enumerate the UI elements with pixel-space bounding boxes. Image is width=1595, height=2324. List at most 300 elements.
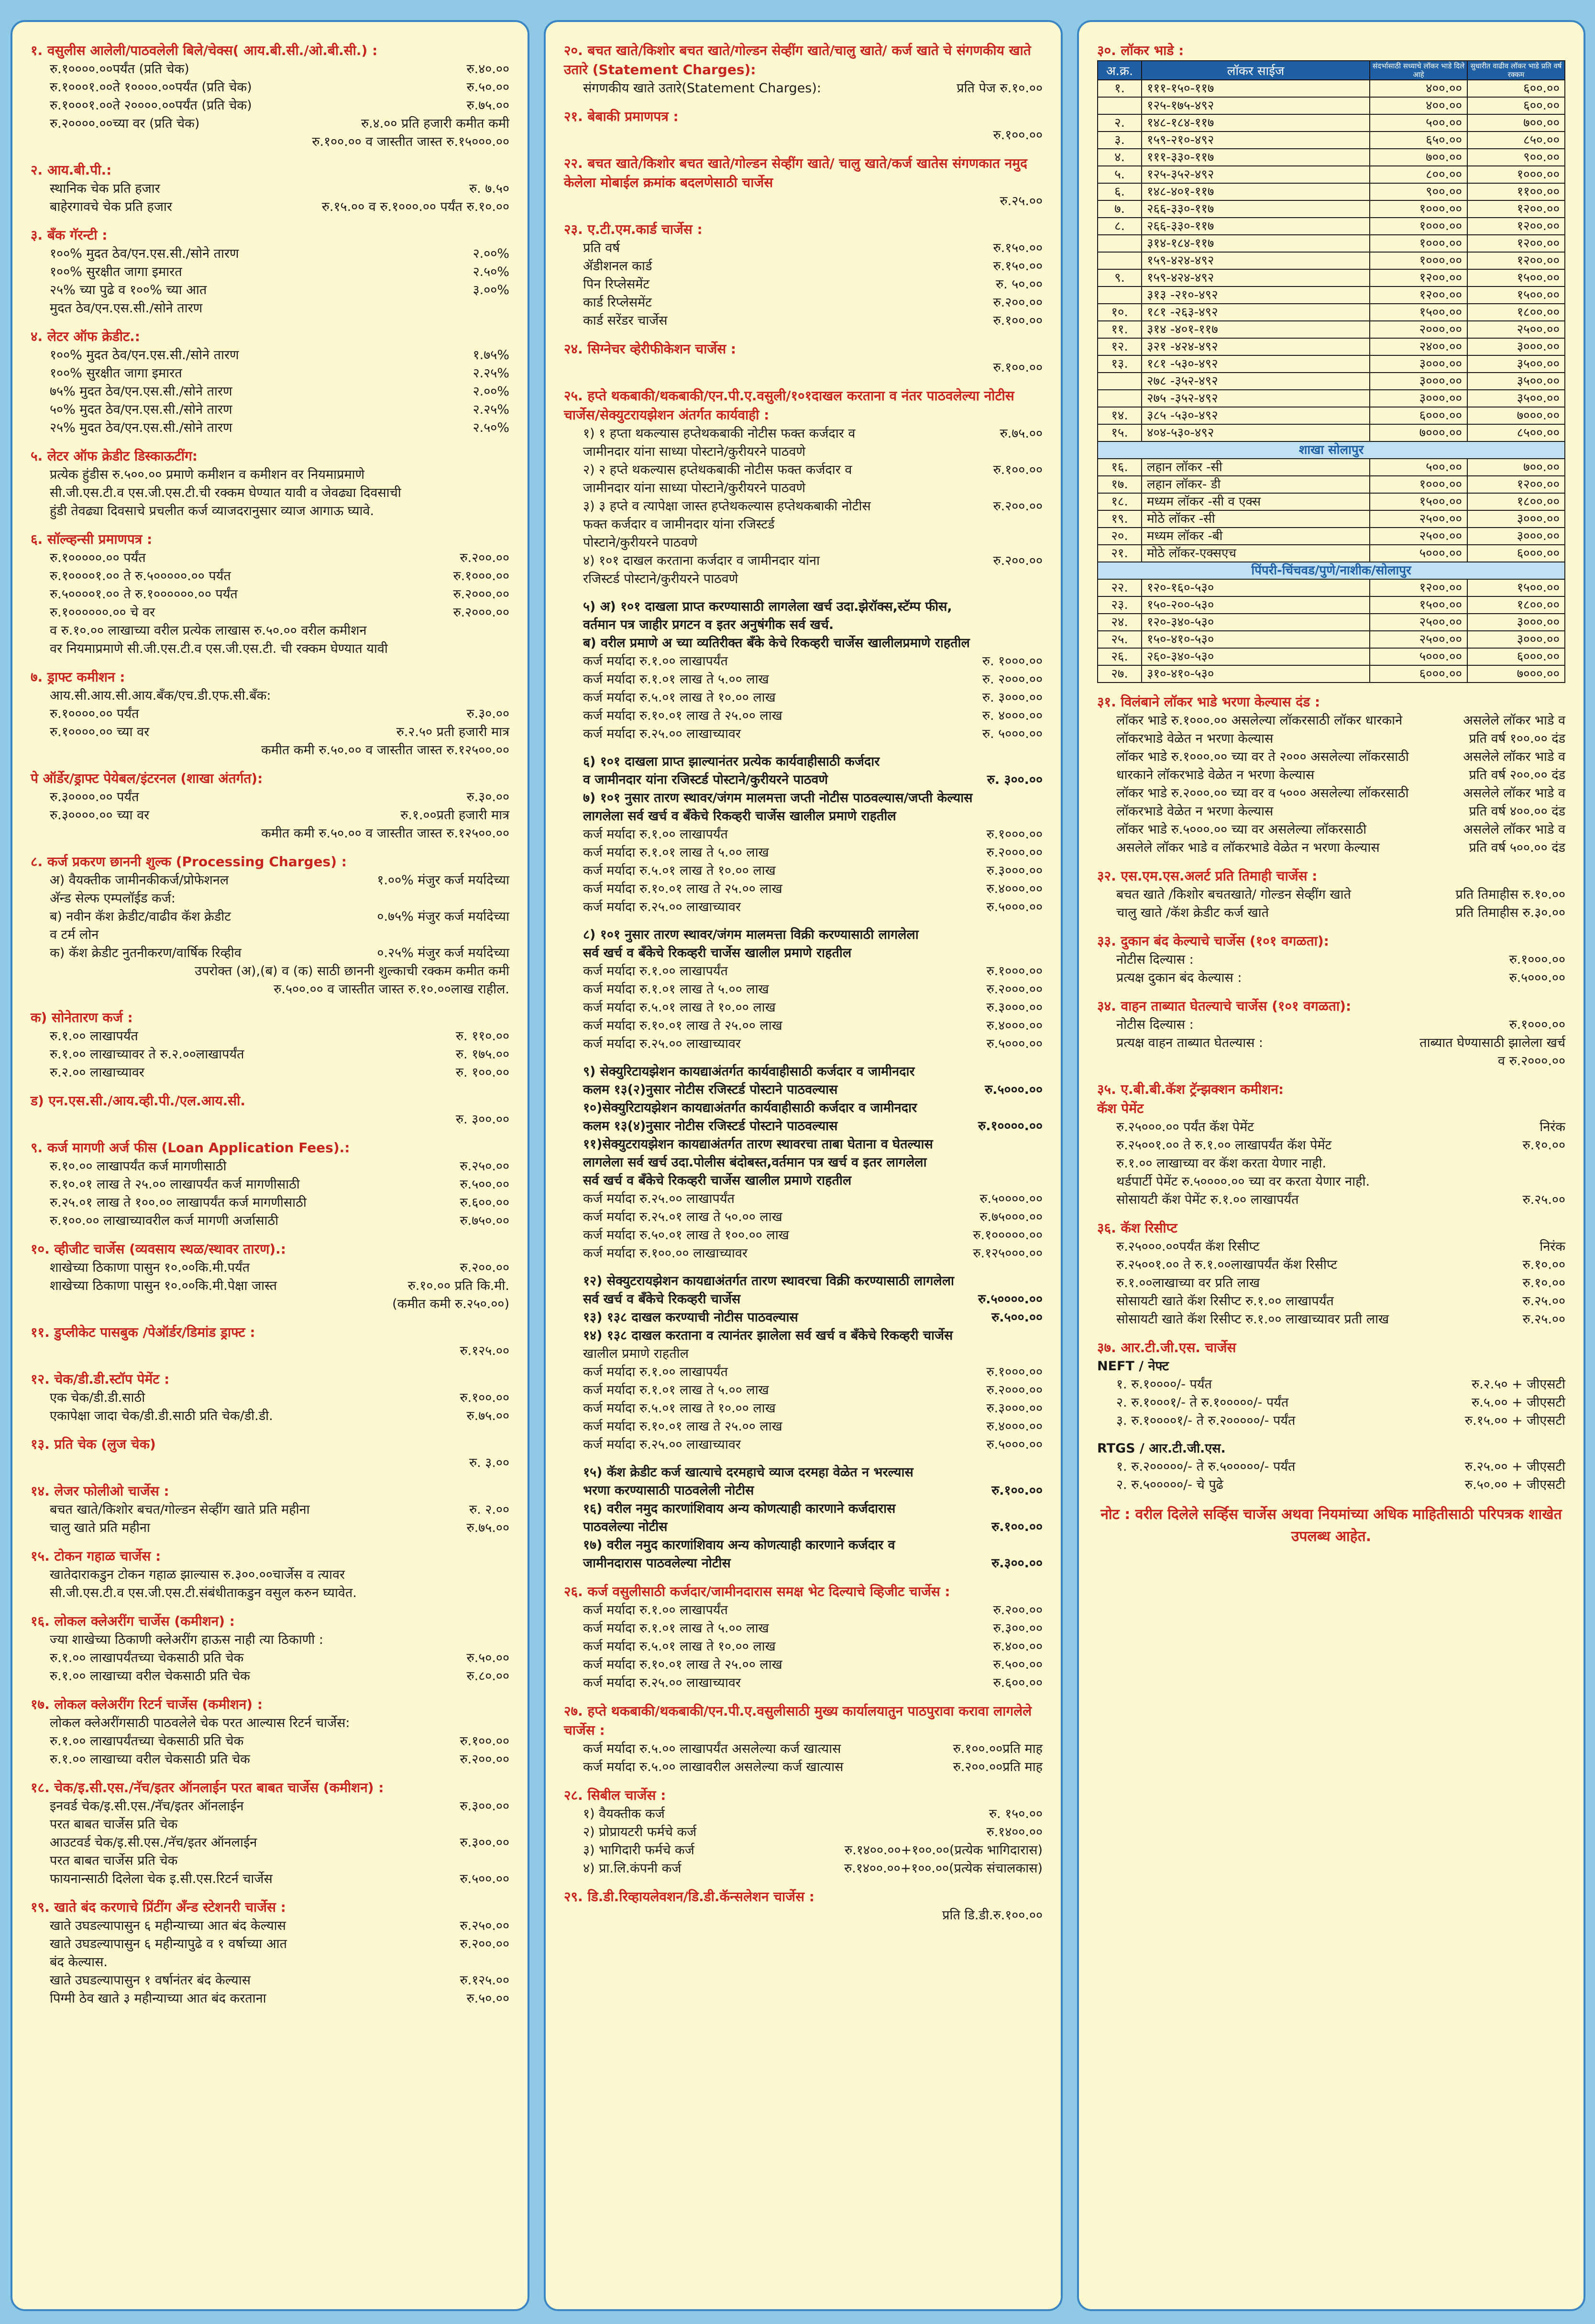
locker-size: १५०-२००-५३०	[1142, 596, 1370, 614]
charge-section	[564, 753, 1043, 916]
charge-row	[564, 294, 1043, 312]
charge-label: २) प्रोप्रायटरी फर्मचे कर्ज	[583, 1825, 697, 1839]
locker-no: २१.	[1098, 545, 1142, 562]
locker-no: २७.	[1098, 665, 1142, 683]
column-left	[11, 20, 529, 2311]
charge-label: रु.५००००१.०० ते रु.१००००००.०० पर्यंत	[50, 587, 238, 602]
charge-value: रु.२५०.००	[460, 1159, 509, 1174]
charge-value: निरंक	[1540, 1120, 1565, 1134]
section-title: २४. सिग्नेचर व्हेरीफीकेशन चार्जेस :	[564, 341, 737, 357]
charge-value: रु. ३००.००	[987, 772, 1043, 787]
charge-label: सर्व खर्च व बँकेचे रिकव्हरी चार्जेस खालील प्रमाणे राहतील	[583, 946, 852, 960]
locker-revised-rent: १२००.००	[1467, 218, 1565, 235]
charge-row	[31, 705, 509, 723]
charge-value: रु.१५.०० + जीएसटी	[1464, 1413, 1565, 1428]
charge-label: ब) वरील प्रमाणे अ च्या व्यतिरीक्त बँके केचे रिकव्हरी चार्जेस खालीलप्रमाणे राहतील	[583, 636, 970, 650]
charge-section	[31, 1138, 509, 1230]
charge-label	[583, 192, 1000, 210]
charge-value: ०.७५% मंजुर कर्ज मर्यादेच्या	[377, 909, 509, 924]
charge-value: रु.१२५०००.००	[973, 1246, 1043, 1261]
charge-row	[1097, 951, 1565, 969]
section-title: ८. कर्ज प्रकरण छाननी शुल्क (Processing Charges) :	[31, 854, 347, 870]
charge-label: कर्ज मर्यादा रु.१.०१ लाख ते ५.०० लाख	[583, 672, 769, 687]
charge-label: ४) प्रा.लि.कंपनी कर्ज	[583, 1861, 682, 1876]
charge-label: कर्ज मर्यादा रु.१.०१ लाख ते ५.०० लाख	[583, 845, 769, 860]
charge-row	[564, 1345, 1043, 1363]
locker-row	[1098, 218, 1565, 235]
charge-label: सोसायटी कॅश पेमेंट रु.१.०० लाखापर्यंत	[1116, 1192, 1299, 1207]
locker-row	[1098, 80, 1565, 97]
charge-label: १५) कॅश क्रेडीट कर्ज खात्याचे दरमहाचे व्याज दरमहा वेळेत न भरल्यास	[583, 1465, 913, 1480]
charge-value: रु.६००.००	[993, 1675, 1043, 1690]
charge-label	[583, 126, 993, 144]
locker-current-rent: १०००.००	[1370, 252, 1467, 269]
charge-value: रु.२०००.००	[986, 982, 1043, 997]
charge-row	[564, 1823, 1043, 1841]
charge-label: रु.१००००१.०० ते रु.५०००००.०० पर्यंत	[50, 569, 231, 584]
locker-revised-rent: १२००.००	[1467, 476, 1565, 493]
locker-row	[1098, 166, 1565, 183]
charge-row	[564, 1290, 1043, 1309]
charge-value: रु.५०.०० + जीएसटी	[1464, 1477, 1565, 1492]
section-title: क) सोनेतारण कर्ज :	[31, 1010, 133, 1025]
locker-current-rent: १०००.००	[1370, 200, 1467, 218]
locker-current-rent: ९००.००	[1370, 183, 1467, 200]
locker-current-rent: ४००.००	[1370, 97, 1467, 114]
charge-section	[564, 926, 1043, 1053]
charge-label: चालु खाते /कॅश क्रेडीट कर्ज खाते	[1116, 905, 1269, 920]
charge-row	[564, 192, 1043, 210]
charge-label: अ) वैयक्तीक जामीनकीकर्ज/प्रोफेशनल	[50, 873, 229, 888]
charge-label: कर्ज मर्यादा रु.५०.०१ लाख ते १००.०० लाख	[583, 1228, 789, 1243]
charge-label: ११)सेक्युटरायझेशन कायद्याअंतर्गत तारण स्थावरचा ताबा घेताना व घेतल्यास	[583, 1137, 933, 1152]
charge-label: कर्ज मर्यादा रु.१.०१ लाख ते ५.०० लाख	[583, 982, 769, 997]
section-title: ३१. विलंबाने लॉकर भाडे भरणा केल्यास दंड :	[1097, 694, 1320, 710]
charge-section	[1097, 693, 1565, 857]
locker-no	[1098, 286, 1142, 304]
section-title: २३. ए.टी.एम.कार्ड चार्जेस :	[564, 221, 703, 237]
charge-row	[564, 1554, 1043, 1573]
charge-row	[1097, 766, 1565, 784]
charge-value: रु.१५०.००	[993, 259, 1043, 274]
charge-row	[31, 604, 509, 622]
charge-label: कर्ज मर्यादा रु.१.०० लाखापर्यंत	[583, 654, 728, 669]
charge-row	[564, 671, 1043, 689]
locker-row	[1098, 545, 1565, 562]
locker-revised-rent: ३०००.००	[1467, 510, 1565, 528]
locker-current-rent: ८००.००	[1370, 166, 1467, 183]
charge-label: रु.१०००१.००ते १००००.००पर्यंत (प्रति चेक)	[50, 80, 252, 95]
charge-value: रु.२००.००	[460, 1752, 509, 1767]
locker-branch-label: शाखा सोलापुर	[1098, 441, 1565, 459]
locker-row	[1098, 665, 1565, 683]
charge-value: रु.२०००.००	[453, 587, 509, 602]
charge-label: रु.१००००००.०० चे वर	[50, 605, 155, 620]
charge-section	[31, 530, 509, 658]
charge-row	[31, 1852, 509, 1870]
charge-value: रु.१०.०० प्रति कि.मी.	[407, 1278, 509, 1293]
locker-branch-label: पिंपरी-चिंचवड/पुणे/नाशीक/सोलापुर	[1098, 562, 1565, 579]
locker-current-rent: ४००.००	[1370, 80, 1467, 97]
charge-value: २.००%	[473, 384, 509, 399]
locker-row	[1098, 424, 1565, 441]
charge-row	[1097, 1256, 1565, 1274]
charge-row	[564, 239, 1043, 257]
charge-label: फायनान्साठी दिलेला चेक इ.सी.एस.रिटर्न चार्जेस	[50, 1872, 273, 1886]
charge-value: रु.१०००.००	[986, 827, 1043, 842]
charge-row	[564, 1619, 1043, 1638]
locker-size: २७५ -३५२-४९२	[1142, 390, 1370, 407]
charge-section	[1097, 1219, 1565, 1329]
charge-label: असलेले लॉकर भाडे व लॉकरभाडे वेळेत न भरणा केल्यास	[1116, 840, 1380, 855]
locker-revised-rent: ३०००.००	[1467, 528, 1565, 545]
charge-label: ३. रु.१००००१/- ते रु.२०००००/- पर्यंत	[1116, 1413, 1296, 1428]
locker-size: मध्यम लॉकर -बी	[1142, 528, 1370, 545]
locker-size: १११-१५०-११७	[1142, 80, 1370, 97]
charge-row	[31, 890, 509, 908]
charge-value: रु.२००.००	[993, 499, 1043, 514]
charge-row	[564, 1674, 1043, 1692]
charge-row	[31, 1277, 509, 1295]
locker-size: ३१४ -४०१-११७	[1142, 321, 1370, 338]
charge-label	[583, 1906, 942, 1925]
charge-label: प्रत्यक्ष वाहन ताब्यात घेतल्यास :	[1116, 1035, 1264, 1050]
locker-header-current: संदर्भासाठी सध्याचे लॉकर भाडे दिले आहे	[1370, 61, 1467, 80]
locker-revised-rent: १८००.००	[1467, 493, 1565, 510]
charge-row	[564, 1399, 1043, 1418]
charge-value: रु.१००.००	[993, 128, 1043, 143]
charge-value: रु. १०००.००	[982, 654, 1043, 669]
charge-row	[31, 299, 509, 318]
charge-row	[31, 1732, 509, 1751]
charge-label: प्रति वर्ष	[583, 241, 620, 255]
charge-row	[564, 1099, 1043, 1117]
charge-value: रु.३००.००	[460, 1799, 509, 1814]
charge-value: रु.६००.००	[460, 1195, 509, 1210]
charge-label: रु.२.०० लाखाच्यावर	[50, 1065, 144, 1080]
charge-row	[564, 652, 1043, 671]
charge-label: १००% सुरक्षीत जागा इमारत	[50, 366, 182, 381]
charge-label: कर्ज मर्यादा रु.५.०१ लाख ते १०.०० लाख	[583, 1639, 776, 1654]
charge-row	[1097, 1173, 1565, 1191]
charge-row	[564, 1740, 1043, 1758]
charge-section	[31, 447, 509, 520]
column-middle	[544, 20, 1063, 2311]
charge-row	[31, 788, 509, 806]
charge-value: रु.१५.०० व रु.१०००.०० पर्यंत रु.१०.००	[321, 199, 509, 214]
locker-no: २.	[1098, 114, 1142, 132]
charge-label: कर्ज मर्यादा रु.२५.०० लाखाच्यावर	[583, 1036, 741, 1051]
locker-row	[1098, 631, 1565, 648]
charge-row	[564, 1860, 1043, 1878]
charge-label: ५) अ) १०१ दाखला प्राप्त करण्यासाठी लागलेला खर्च उदा.झेरॉक्स,स्टॅम्प फीस,	[583, 599, 952, 614]
charge-label: लॉकर भाडे रु.५०००.०० च्या वर असलेल्या लॉकरसाठी	[1116, 822, 1367, 837]
charge-value: रु.३०.००	[466, 706, 509, 721]
charge-section	[564, 1887, 1043, 1925]
charge-value: रु.२५.००	[1522, 1294, 1565, 1309]
locker-size: २६६-३३०-११७	[1142, 218, 1370, 235]
charge-row	[1097, 1155, 1565, 1173]
charge-value: रु.१५०.००	[993, 241, 1043, 255]
locker-no: ८.	[1098, 218, 1142, 235]
charge-row	[564, 944, 1043, 962]
locker-header-no: अ.क्र.	[1098, 61, 1142, 80]
charge-value: रु.२.५० + जीएसटी	[1471, 1377, 1565, 1392]
charge-row	[564, 962, 1043, 980]
charge-value: रु.७५.००	[1000, 426, 1043, 441]
charge-label: सोसायटी खाते कॅश रिसीप्ट रु.१.०० लाखापर्यंत	[1116, 1294, 1334, 1309]
charge-value: रु. ५०.००	[995, 277, 1043, 292]
charge-label: रु.२५००१.०० ते रु.१.०० लाखापर्यंत कॅश पेमेंट	[1116, 1138, 1332, 1153]
charge-value: रु.५००.००	[991, 1310, 1043, 1325]
charge-value: रु.५००.००	[460, 1177, 509, 1192]
charge-section	[1097, 1080, 1565, 1209]
charge-label: रु.२००००.००च्या वर (प्रति चेक)	[50, 116, 200, 131]
charge-label: पोस्टाने/कुरीयरने पाठवणे	[583, 535, 698, 550]
charge-value: १.७५%	[473, 348, 509, 363]
charge-row	[564, 1536, 1043, 1554]
section-title: ड) एन.एस.सी./आय.व्ही.पी./एल.आय.सी.	[31, 1093, 246, 1109]
charge-row	[564, 79, 1043, 98]
charge-label	[50, 962, 195, 980]
charge-row	[31, 1501, 509, 1519]
charge-row	[31, 1027, 509, 1046]
charge-value: २.००%	[473, 246, 509, 261]
charge-label: खाते उघडल्यापासुन ६ महीन्याच्या आत बंद केल्यास	[50, 1918, 286, 1933]
locker-row	[1098, 614, 1565, 631]
charge-value: असलेले लॉकर भाडे व	[1463, 822, 1565, 837]
charge-row	[31, 585, 509, 604]
charge-label: रु.१.०० लाखापर्यंतच्या चेकसाठी प्रति चेक	[50, 1734, 244, 1749]
charge-section	[31, 161, 509, 216]
charge-label: कर्ज मर्यादा रु.१.०० लाखापर्यंत	[583, 964, 728, 979]
charge-row	[564, 1135, 1043, 1154]
charge-label: ८) १०१ नुसार तारण स्थावर/जंगम मालमत्ता विक्री करण्यासाठी लागलेला	[583, 927, 919, 942]
charge-value: रु.२५.०० + जीएसटी	[1464, 1459, 1565, 1474]
section-subtitle: कॅश पेमेंट	[1097, 1101, 1144, 1116]
charge-row	[564, 126, 1043, 144]
charge-section	[31, 668, 509, 760]
charge-value: रु.१०००००.००	[973, 1228, 1043, 1243]
charge-row	[31, 980, 509, 999]
locker-no: २६.	[1098, 648, 1142, 665]
charge-value: रु.५००.००	[993, 1657, 1043, 1672]
locker-row	[1098, 407, 1565, 424]
charge-row	[1097, 712, 1565, 730]
locker-current-rent: १०००.००	[1370, 476, 1467, 493]
charge-row	[564, 807, 1043, 826]
charge-section	[564, 154, 1043, 210]
charge-row	[1097, 839, 1565, 857]
locker-revised-rent: ७००.००	[1467, 114, 1565, 132]
charge-row	[31, 1917, 509, 1935]
locker-revised-rent: ६००.००	[1467, 80, 1565, 97]
locker-row	[1098, 528, 1565, 545]
charge-label: कर्ज मर्यादा रु.१.०१ लाख ते ५.०० लाख	[583, 1621, 769, 1636]
charge-label: रु.२५००१.०० ते रु.१.००लाखापर्यंत कॅश रिसीप्ट	[1116, 1257, 1337, 1272]
locker-current-rent: ६०००.००	[1370, 665, 1467, 683]
charge-row	[31, 567, 509, 585]
charge-row	[31, 944, 509, 962]
locker-size: मोठे लॉकर -सी	[1142, 510, 1370, 528]
locker-revised-rent: ७०००.००	[1467, 407, 1565, 424]
charge-value: रु.१.००प्रती हजारी मात्र	[400, 808, 509, 823]
section-title: ३. बँक गॅरन्टी :	[31, 227, 108, 243]
charge-row	[31, 180, 509, 198]
charge-label: कर्ज मर्यादा रु.१.०० लाखापर्यंत	[583, 1365, 728, 1379]
charge-label: रु.१०.०० लाखापर्यंत कर्ज मागणीसाठी	[50, 1159, 227, 1174]
charge-label: १०)सेक्युरिटायझेशन कायद्याअंतर्गत कार्यवाहीसाठी कर्जदार व जामीनदार	[583, 1101, 917, 1115]
section-title: १६. लोकल क्लेअरींग चार्जेस (कमीशन) :	[31, 1613, 235, 1629]
charge-label: १) १ हप्ता थकल्यास हप्तेथकबाकी नोटीस फक्त कर्जदार व	[583, 426, 856, 441]
locker-row	[1098, 235, 1565, 252]
charge-value: रु.३००.००	[460, 1835, 509, 1850]
charge-section	[564, 1063, 1043, 1263]
locker-no: २४.	[1098, 614, 1142, 631]
charge-label: रु.२५.०१ लाख ते १००.०० लाखापर्यंत कर्ज मागणीसाठी	[50, 1195, 307, 1210]
locker-revised-rent: २५००.००	[1467, 321, 1565, 338]
section-title: १०. व्हीजीट चार्जेस (व्यवसाय स्थळ/स्थावर तारण).:	[31, 1241, 286, 1257]
charge-value: (कमीत कमी रु.२५०.००)	[392, 1297, 509, 1311]
locker-current-rent: १५००.००	[1370, 493, 1467, 510]
charge-value: रु.१०००.००	[1509, 1017, 1565, 1032]
charge-row	[31, 1714, 509, 1732]
charge-label: परत बाबत चार्जेस प्रति चेक	[50, 1853, 178, 1868]
charge-row	[31, 97, 509, 115]
locker-revised-rent: १२००.००	[1467, 235, 1565, 252]
charge-row	[564, 862, 1043, 880]
charge-row	[564, 1063, 1043, 1081]
locker-no: ३.	[1098, 132, 1142, 149]
charge-label: रु.१.०० लाखाच्यावर ते रु.२.००लाखापर्यंत	[50, 1047, 244, 1062]
locker-size: लहान लॉकर -सी	[1142, 459, 1370, 476]
charge-label: रु.१.०० लाखाच्या वर कॅश करता येणार नाही.	[1116, 1156, 1327, 1171]
charge-value: रु. ३.००	[469, 1455, 509, 1470]
charge-section	[31, 1435, 509, 1472]
locker-current-rent: २५००.००	[1370, 614, 1467, 631]
charge-row	[564, 926, 1043, 944]
charge-value: रु.१०.००	[1522, 1257, 1565, 1272]
locker-size: मोठे लॉकर-एक्सएच	[1142, 545, 1370, 562]
locker-no: १३.	[1098, 355, 1142, 373]
rtgs-label: RTGS / आर.टी.जी.एस.	[1097, 1441, 1226, 1456]
charge-label: १२) सेक्युटरायझेशन कायद्याअंतर्गत तारण स्थावरचा विक्री करण्यासाठी लागलेला	[583, 1274, 955, 1289]
section-title: १४. लेजर फोलीओ चार्जेस :	[31, 1483, 169, 1499]
charge-row	[1097, 904, 1565, 922]
charge-value: रु.२००.००	[993, 295, 1043, 310]
locker-header-revised: सुधारीत वाढीव लॉकर भाडे प्रति वर्ष रक्कम	[1467, 61, 1565, 80]
charge-label: रु.१००००.०० च्या वर	[50, 725, 150, 739]
locker-current-rent: २५००.००	[1370, 510, 1467, 528]
charge-value: रु.८०.००	[466, 1669, 509, 1684]
charge-label: सर्व खर्च व बँकेचे रिकव्हरी चार्जेस	[583, 1292, 741, 1307]
charge-section	[31, 1612, 509, 1685]
charge-label: नोटीस दिल्यास :	[1116, 952, 1194, 967]
charge-row	[564, 275, 1043, 294]
locker-no: १०.	[1098, 304, 1142, 321]
locker-current-rent: ६५०.००	[1370, 132, 1467, 149]
charge-row	[564, 1226, 1043, 1245]
locker-current-rent: ७०००.००	[1370, 424, 1467, 441]
charge-row	[31, 1631, 509, 1649]
locker-row	[1098, 476, 1565, 493]
section-text: खातेदाराकडुन टोकन गहाळ झाल्यास रु.३००.००चार्जेस व त्यावर	[50, 1567, 345, 1582]
locker-size: १२०-१६०-५३०	[1142, 579, 1370, 596]
locker-current-rent: ३०००.००	[1370, 355, 1467, 373]
charge-label: १७) वरील नमुद कारणांशिवाय अन्य कोणत्याही कारणाने कर्जदार व	[583, 1538, 895, 1553]
charge-label: परत बाबत चार्जेस प्रति चेक	[50, 1817, 178, 1832]
charge-row	[31, 1972, 509, 1990]
charge-row	[564, 552, 1043, 570]
section-title: ३५. ए.बी.बी.कॅश ट्रॅन्झक्शन कमीशन:	[1097, 1081, 1284, 1097]
charge-label: ३) भागिदारी फर्मचे कर्ज	[583, 1843, 694, 1858]
charge-value: ०.२५% मंजुर कर्ज मर्यादेच्या	[377, 946, 509, 960]
locker-no: १२.	[1098, 338, 1142, 355]
charge-row	[31, 1389, 509, 1407]
charge-label: कर्ज मर्यादा रु.१०.०१ लाख ते २५.०० लाख	[583, 1419, 782, 1434]
charge-row	[31, 962, 509, 980]
charge-label: कर्ज मर्यादा रु.२५.०० लाखाच्यावर	[583, 900, 741, 914]
charge-label: वर्तमान पत्र जाहीर प्रगटन व इतर अनुषंगीक सर्व खर्च.	[583, 617, 834, 632]
charge-row	[31, 1342, 509, 1360]
locker-revised-rent: ३५००.००	[1467, 390, 1565, 407]
locker-no: १.	[1098, 80, 1142, 97]
charge-value: रु.३००.००	[991, 1556, 1043, 1571]
charge-value: रु.५.०० + जीएसटी	[1471, 1395, 1565, 1410]
section-title: ७. ड्राफ्ट कमीशन :	[31, 669, 125, 685]
locker-no: १४.	[1098, 407, 1142, 424]
locker-size: ३२१ -४२४-४९२	[1142, 338, 1370, 355]
section-title: २२. बचत खाते/किशोर बचत खाते/गोल्डन सेव्हींग खाते/ चालु खाते/कर्ज खातेस संगणकात नमुद केलेला मोबाईल क्रमांक बदलणेसाठी चार्जेस	[564, 155, 1027, 190]
locker-no	[1098, 235, 1142, 252]
charge-label	[50, 133, 312, 151]
charge-value: रु.५०००.००	[986, 900, 1043, 914]
charge-value: रु.१००.००	[993, 360, 1043, 375]
charge-row	[31, 60, 509, 78]
locker-size: १५९-४२४-४९२	[1142, 269, 1370, 286]
charge-value: रु.३०.००	[466, 790, 509, 804]
charge-row	[564, 1117, 1043, 1135]
charge-row	[31, 1667, 509, 1685]
locker-size: मध्यम लॉकर -सी व एक्स	[1142, 493, 1370, 510]
locker-branch-row	[1098, 441, 1565, 459]
charge-row	[564, 1363, 1043, 1381]
column-right-sections	[1097, 693, 1565, 1494]
charge-row	[1097, 1292, 1565, 1311]
charge-row	[31, 1157, 509, 1176]
locker-row	[1098, 304, 1565, 321]
charge-value: प्रति तिमाहीस रु.१०.००	[1455, 887, 1565, 902]
charge-row	[564, 725, 1043, 743]
charge-section	[1097, 997, 1565, 1070]
locker-size: २६६-३३०-११७	[1142, 200, 1370, 218]
charge-row	[31, 1751, 509, 1769]
charge-row	[564, 1309, 1043, 1327]
section-title: ११. डुप्लीकेट पासबुक /पेऑर्डर/डिमांड ड्राफ्ट :	[31, 1324, 255, 1340]
charge-row	[564, 753, 1043, 771]
charge-value: रु.१००.००	[460, 1390, 509, 1405]
locker-no: ७.	[1098, 200, 1142, 218]
charge-label: बचत खाते/किशोर बचत/गोल्डन सेव्हींग खाते प्रति महीना	[50, 1502, 310, 1517]
locker-no: ५.	[1098, 166, 1142, 183]
locker-row	[1098, 183, 1565, 200]
charge-label: ५०% मुदत ठेव/एन.एस.सी./सोने तारण	[50, 402, 232, 417]
charge-row	[31, 1870, 509, 1888]
charge-section	[31, 1008, 509, 1082]
locker-row	[1098, 114, 1565, 132]
charge-row	[1097, 886, 1565, 904]
locker-row	[1098, 149, 1565, 166]
